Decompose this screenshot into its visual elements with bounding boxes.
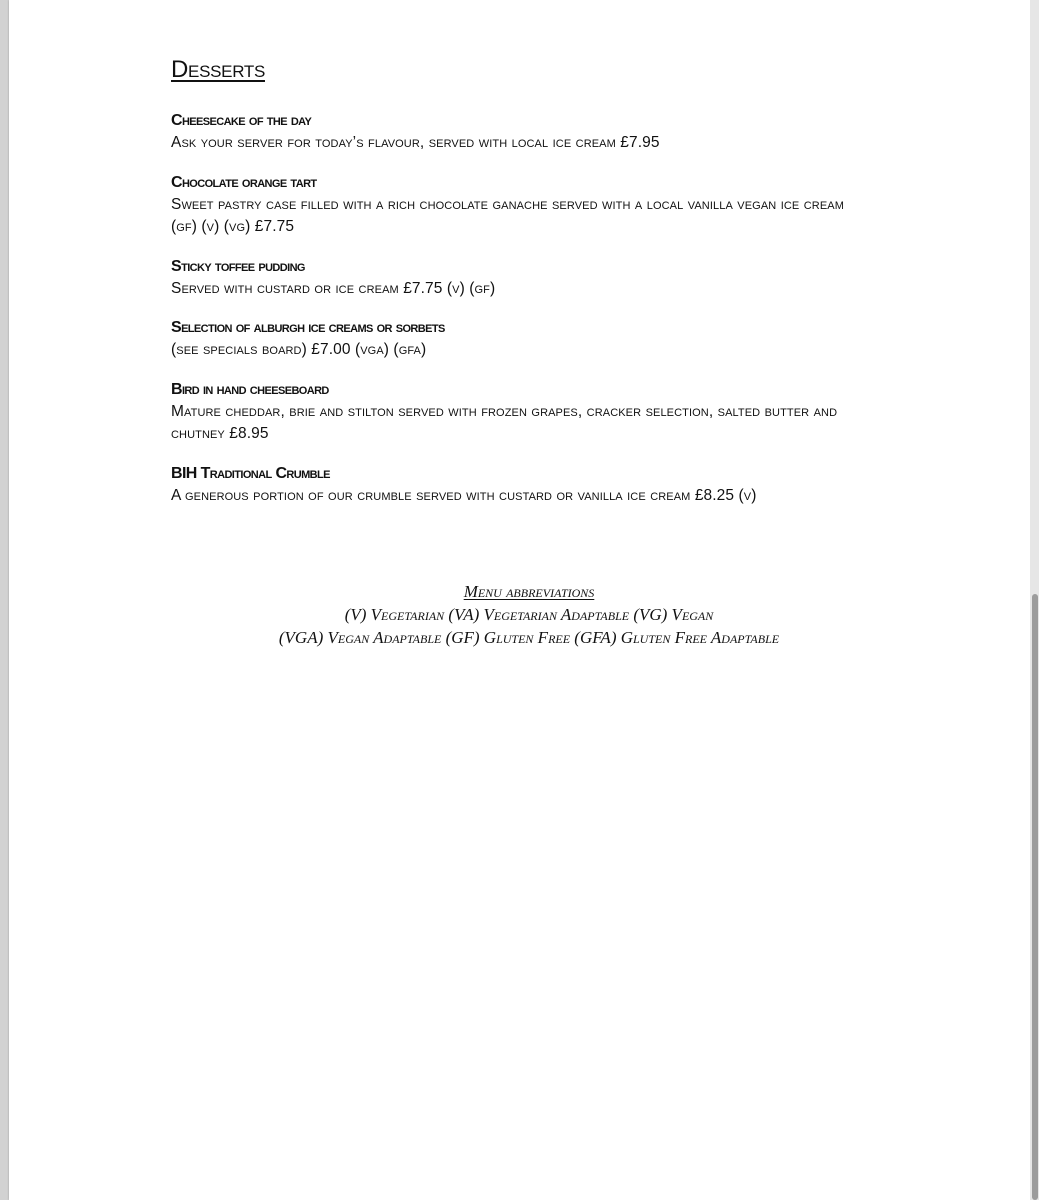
menu-item xyxy=(171,463,871,508)
menu-item-name: Bird in hand cheeseboard xyxy=(171,380,329,398)
abbreviations-line: (VGA) Vegan Adaptable (GF) Gluten Free (GFA) Gluten Free Adaptable xyxy=(278,628,780,647)
menu-item-description: Mature cheddar, brie and stilton served with frozen grapes, cracker selection, salted butter and chutney £8.95 xyxy=(171,402,838,442)
menu-item xyxy=(171,317,871,362)
section-title: Desserts xyxy=(171,56,265,83)
document-page xyxy=(9,0,1030,1200)
menu-item-name: Chocolate orange tart xyxy=(171,173,317,191)
menu-item-description: Served with custard or ice cream £7.75 (v) (gf) xyxy=(171,279,496,297)
menu-item xyxy=(171,172,871,239)
menu-item xyxy=(171,256,871,301)
menu-item-name: BIH Traditional Crumble xyxy=(171,464,330,482)
menu-item-name: Selection of alburgh ice creams or sorbets xyxy=(171,319,445,336)
menu-item xyxy=(171,110,871,155)
abbreviations-block xyxy=(171,580,887,649)
menu-item-description: Ask your server for today’s flavour, served with local ice cream £7.95 xyxy=(171,134,660,151)
vertical-scrollbar[interactable] xyxy=(1030,0,1039,1200)
menu-item-name: Cheesecake of the day xyxy=(171,112,312,129)
menu-item-name: Sticky toffee pudding xyxy=(171,257,305,275)
menu-item-description: Sweet pastry case filled with a rich chocolate ganache served with a local vanilla vegan ice cream (gf) (v) (vg) £7.75 xyxy=(171,195,844,235)
menu-item-description: A generous portion of our crumble served with custard or vanilla ice cream £8.25 (v) xyxy=(171,486,757,504)
scrollbar-thumb[interactable] xyxy=(1032,594,1038,1200)
menu-content xyxy=(171,56,871,524)
menu-item-description: (see specials board) £7.00 (vga) (gfa) xyxy=(171,341,427,358)
menu-item xyxy=(171,379,871,446)
abbreviations-title: Menu abbreviations xyxy=(463,582,595,601)
abbreviations-line: (V) Vegetarian (VA) Vegetarian Adaptable (VG) Vegan xyxy=(344,605,714,624)
